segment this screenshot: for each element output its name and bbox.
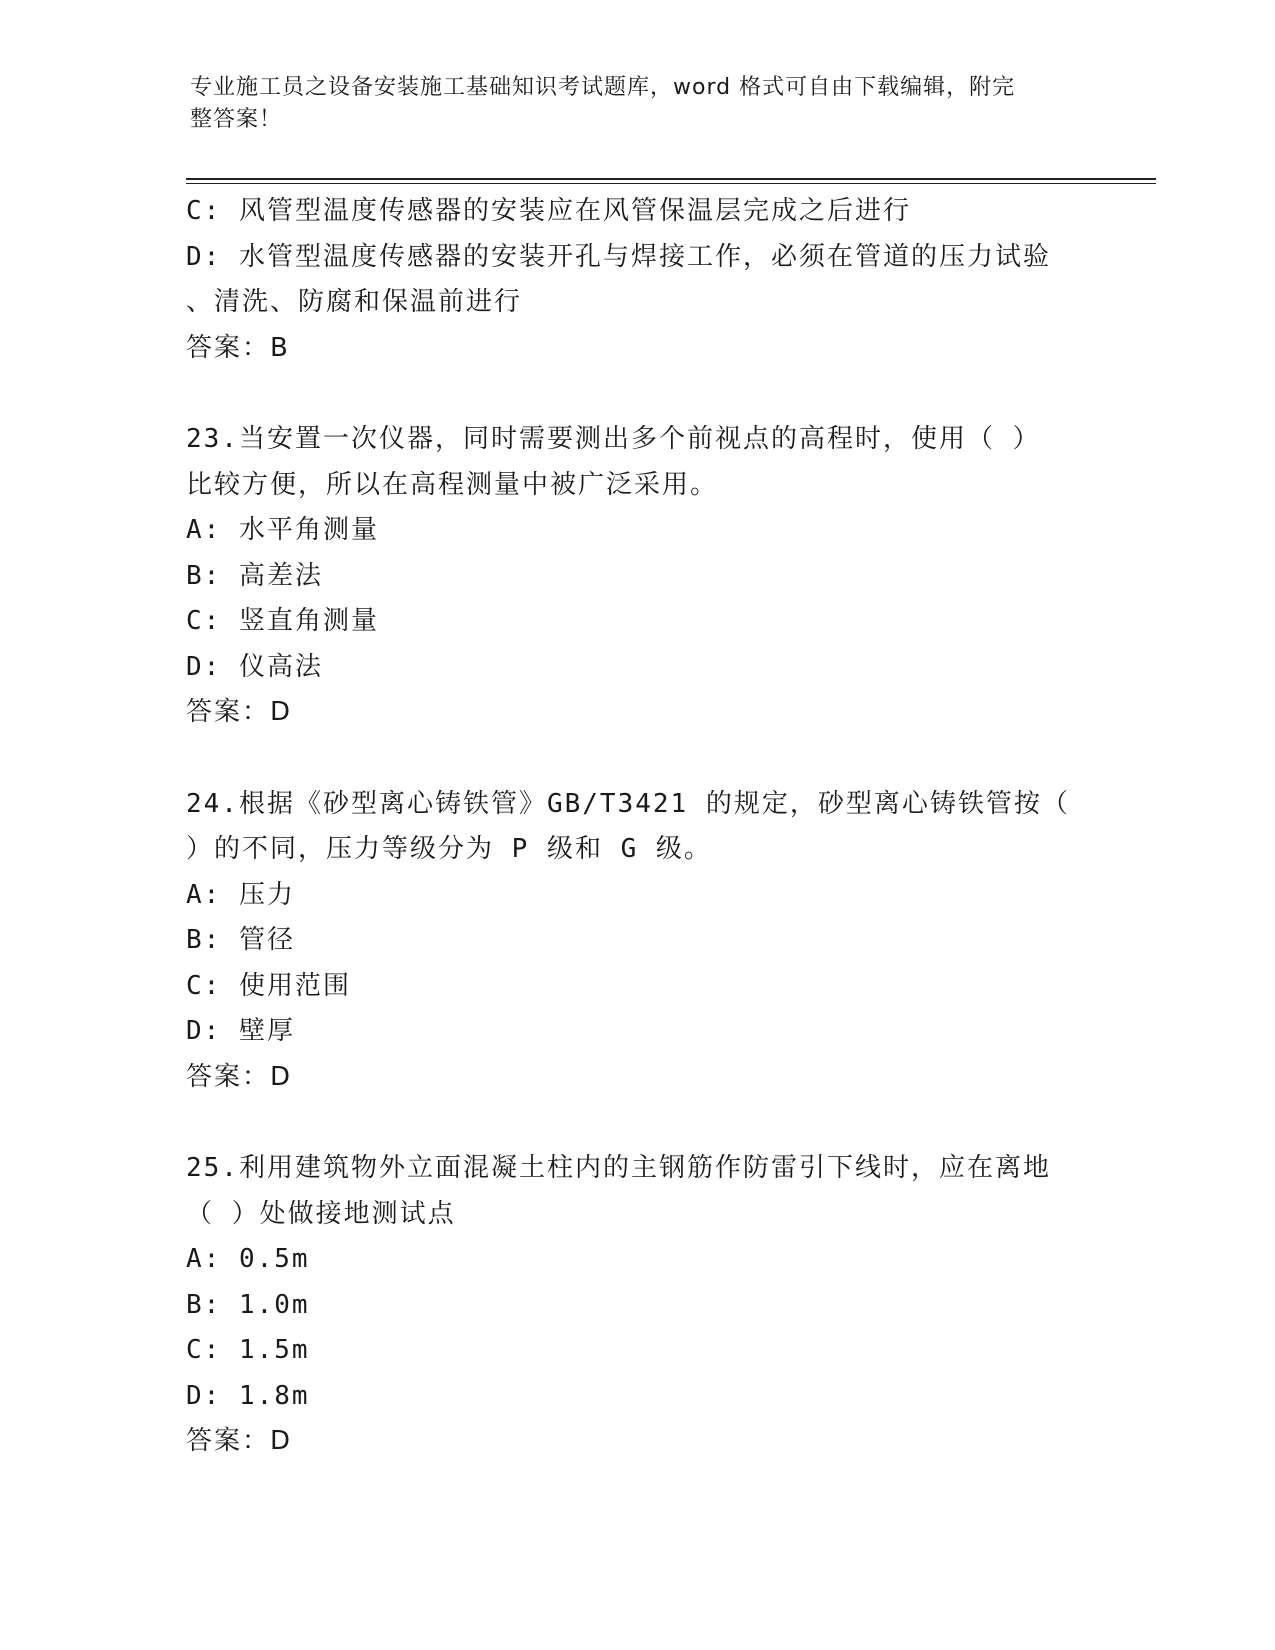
header-line-2: 整答案！ [190, 107, 283, 132]
option-a: A: 水平角测量 [186, 515, 379, 545]
question-stem: 23.当安置一次仪器，同时需要测出多个前视点的高程时，使用（ ） [186, 424, 1041, 454]
question-23 [186, 417, 1086, 736]
question-stem: 25.利用建筑物外立面混凝土柱内的主钢筋作防雷引下线时，应在离地 [186, 1153, 1051, 1183]
option-c: C: 风管型温度传感器的安装应在风管保温层完成之后进行 [186, 196, 911, 226]
question-stem-continued: （ ）处做接地测试点 [186, 1198, 456, 1229]
answer: 答案：D [186, 1426, 293, 1456]
header-divider-thick [186, 178, 1156, 180]
answer: 答案：B [186, 332, 290, 363]
option-d: D: 1.8m [186, 1380, 310, 1411]
question-25 [186, 1146, 1086, 1465]
option-b: B: 管径 [186, 925, 295, 955]
question-stem-continued: ）的不同，压力等级分为 P 级和 G 级。 [186, 834, 712, 864]
option-a: A: 0.5m [186, 1244, 310, 1274]
answer: 答案：D [186, 697, 293, 727]
option-b: B: 高差法 [186, 560, 323, 591]
question-stem-continued: 比较方便，所以在高程测量中被广泛采用。 [186, 469, 719, 500]
option-c: C: 1.5m [186, 1335, 310, 1365]
option-a: A: 压力 [186, 879, 295, 910]
document-header [190, 72, 1070, 136]
header-line-1: 专业施工员之设备安装施工基础知识考试题库，word 格式可自由下载编辑，附完 [190, 75, 1016, 100]
option-d-continued: 、清洗、防腐和保温前进行 [186, 287, 523, 317]
option-d: D: 水管型温度传感器的安装开孔与焊接工作，必须在管道的压力试验 [186, 241, 1051, 272]
option-b: B: 1.0m [186, 1289, 310, 1320]
question-stem: 24.根据《砂型离心铸铁管》GB/T3421 的规定，砂型离心铸铁管按（ [186, 788, 1070, 819]
answer: 答案：D [186, 1061, 293, 1092]
option-c: C: 使用范围 [186, 970, 351, 1001]
option-c: C: 竖直角测量 [186, 606, 379, 636]
option-d: D: 壁厚 [186, 1016, 295, 1046]
question-22-continued [186, 189, 1086, 371]
document-body [186, 189, 1086, 1465]
question-24 [186, 782, 1086, 1101]
option-d: D: 仪高法 [186, 651, 323, 682]
header-divider-thin [186, 183, 1156, 184]
